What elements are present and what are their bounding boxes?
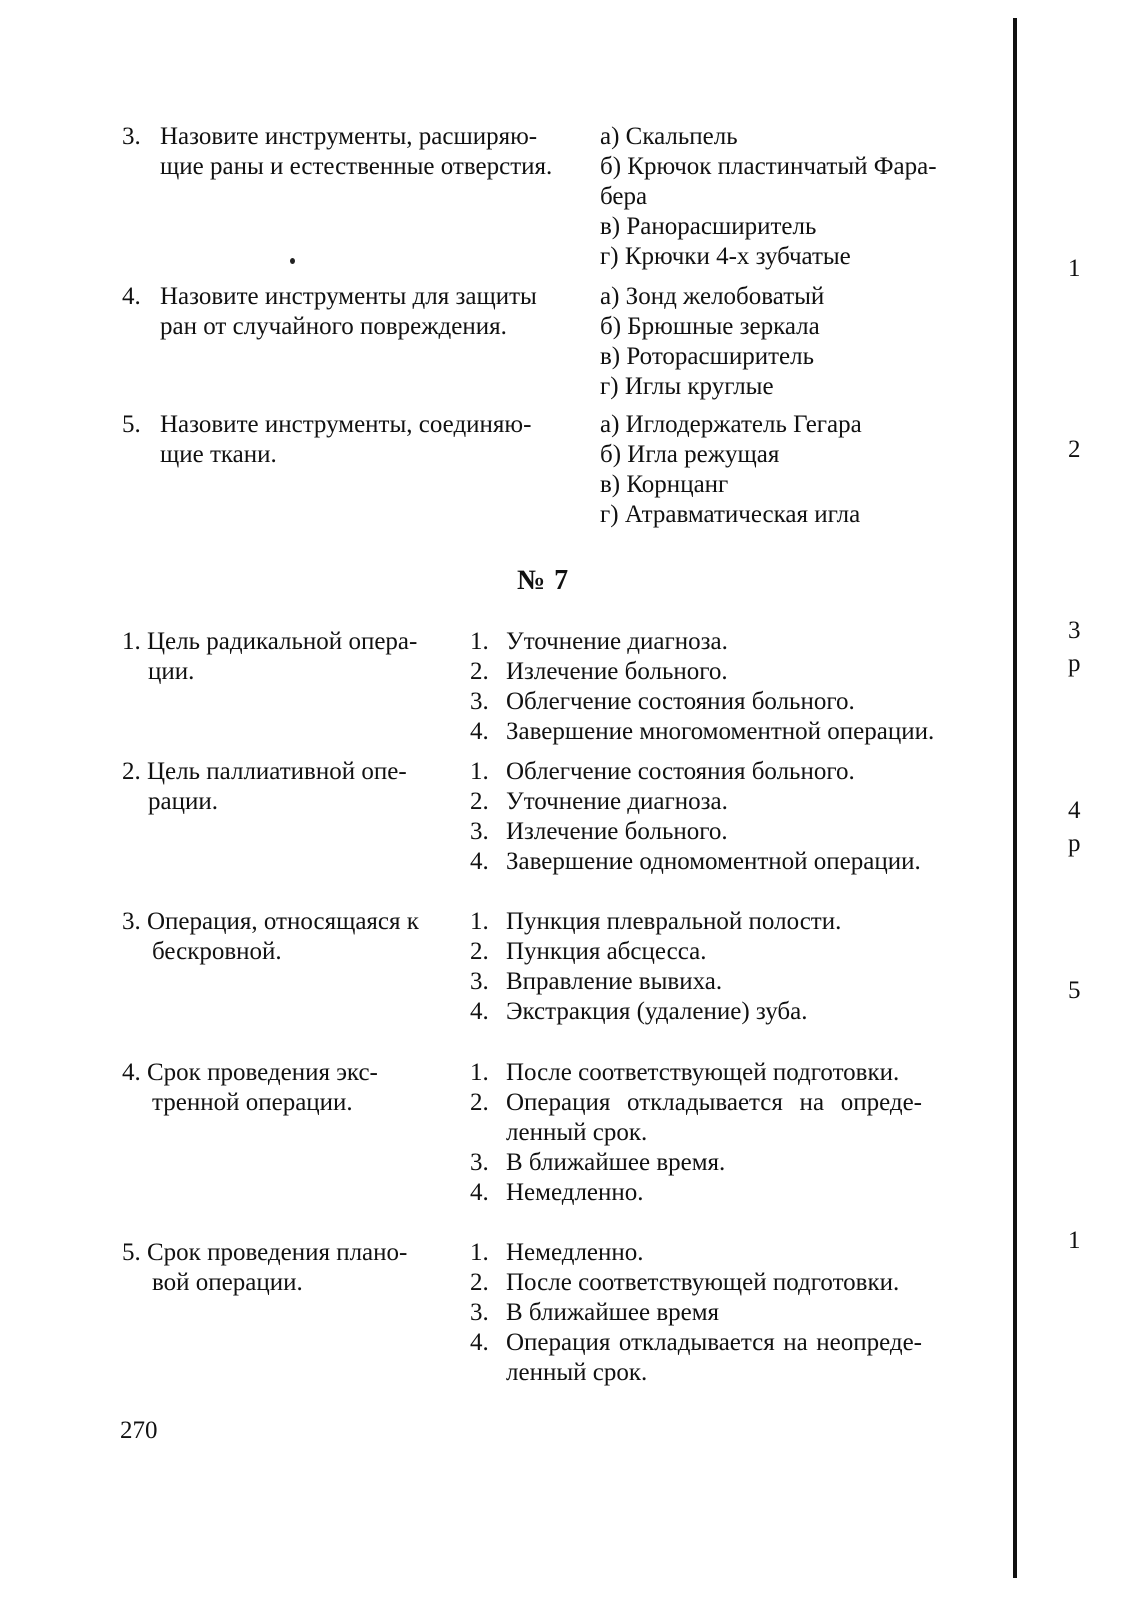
margin-fragment: р (1068, 830, 1081, 857)
list-item: 2. Операция откладывается на опреде- (470, 1089, 922, 1116)
question-4-text: Назовите инструменты для защиты ран от случайного повреждения. (160, 283, 537, 340)
option-d: г) Иглы круглые (600, 373, 774, 400)
list-item: 1. Облегчение состояния больного. (470, 758, 855, 785)
list-item-continuation: ленный срок. (506, 1359, 648, 1386)
question-3-text: Назовите инструменты, расширяю- щие раны и естественные отверстия. (160, 123, 553, 180)
list-item: 2. После соответствующей подготовки. (470, 1269, 900, 1296)
test-question-4-options (470, 1058, 922, 1208)
margin-fragment: 1 (1068, 255, 1081, 282)
list-item: 3. В ближайшее время (470, 1299, 720, 1326)
question-5-options (600, 410, 862, 530)
list-item: 3. В ближайшее время. (470, 1149, 726, 1176)
question-5-text: Назовите инструменты, соединяю- щие ткани. (160, 411, 532, 468)
list-item: 1. Пункция плевральной полости. (470, 908, 842, 935)
list-item: 1. Уточнение диагноза. (470, 628, 728, 655)
test-question-4: 4. Срок проведения экс- тренной операции. (122, 1059, 378, 1116)
question-5-number: 5. (122, 411, 141, 438)
test-question-3: 3. Операция, относящаяся к бескровной. (122, 908, 419, 965)
test-question-2: 2. Цель паллиативной опе- рации. (122, 758, 407, 815)
option-b-cont: бера (600, 183, 648, 210)
option-a: а) Скальпель (600, 123, 738, 150)
question-3-number: 3. (122, 123, 141, 150)
test-question-2-options (470, 757, 921, 877)
page-edge-rule (1013, 18, 1017, 1578)
margin-fragment: 4 (1068, 797, 1081, 824)
list-item: 4. Операция откладывается на неопреде- (470, 1329, 922, 1356)
option-a: а) Зонд желобоватый (600, 283, 825, 310)
question-4-number: 4. (122, 283, 141, 310)
list-item-continuation: ленный срок. (506, 1119, 648, 1146)
margin-fragment: р (1068, 650, 1081, 677)
option-d: г) Крючки 4-х зубчатые (600, 243, 851, 270)
list-item: 4. Немедленно. (470, 1179, 644, 1206)
list-item: 2. Излечение больного. (470, 658, 728, 685)
section-heading: № 7 (517, 565, 570, 596)
margin-fragment: 2 (1068, 436, 1081, 463)
list-item: 2. Пункция абсцесса. (470, 938, 707, 965)
margin-fragment: 5 (1068, 977, 1081, 1004)
option-a: а) Иглодержатель Гегара (600, 411, 862, 438)
page-number: 270 (120, 1417, 158, 1444)
option-c: в) Корнцанг (600, 471, 729, 498)
list-item: 1. Немедленно. (470, 1239, 644, 1266)
list-item: 4. Завершение одномоментной операции. (470, 848, 921, 875)
option-b: б) Игла режущая (600, 441, 780, 468)
question-3-options (600, 122, 937, 272)
list-item: 3. Облегчение состояния больного. (470, 688, 855, 715)
option-d: г) Атравматическая игла (600, 501, 861, 528)
test-question-3-options (470, 907, 841, 1027)
margin-fragment: 3 (1068, 617, 1081, 644)
ink-speck (290, 258, 295, 264)
list-item: 1. После соответствующей подготовки. (470, 1059, 900, 1086)
test-question-1-options (470, 627, 934, 747)
option-c: в) Роторасширитель (600, 343, 815, 370)
option-c: в) Ранорасширитель (600, 213, 817, 240)
list-item: 4. Экстракция (удаление) зуба. (470, 998, 808, 1025)
test-question-5-options (470, 1238, 922, 1388)
list-item: 3. Излечение больного. (470, 818, 728, 845)
option-b: б) Крючок пластинчатый Фара- (600, 153, 937, 180)
question-4-options (600, 282, 824, 402)
test-question-5: 5. Срок проведения плано- вой операции. (122, 1239, 408, 1296)
list-item: 4. Завершение многомоментной операции. (470, 718, 935, 745)
test-question-1: 1. Цель радикальной опера- ции. (122, 628, 418, 685)
list-item: 2. Уточнение диагноза. (470, 788, 728, 815)
list-item: 3. Вправление вывиха. (470, 968, 723, 995)
margin-fragment: 1 (1068, 1227, 1081, 1254)
option-b: б) Брюшные зеркала (600, 313, 820, 340)
